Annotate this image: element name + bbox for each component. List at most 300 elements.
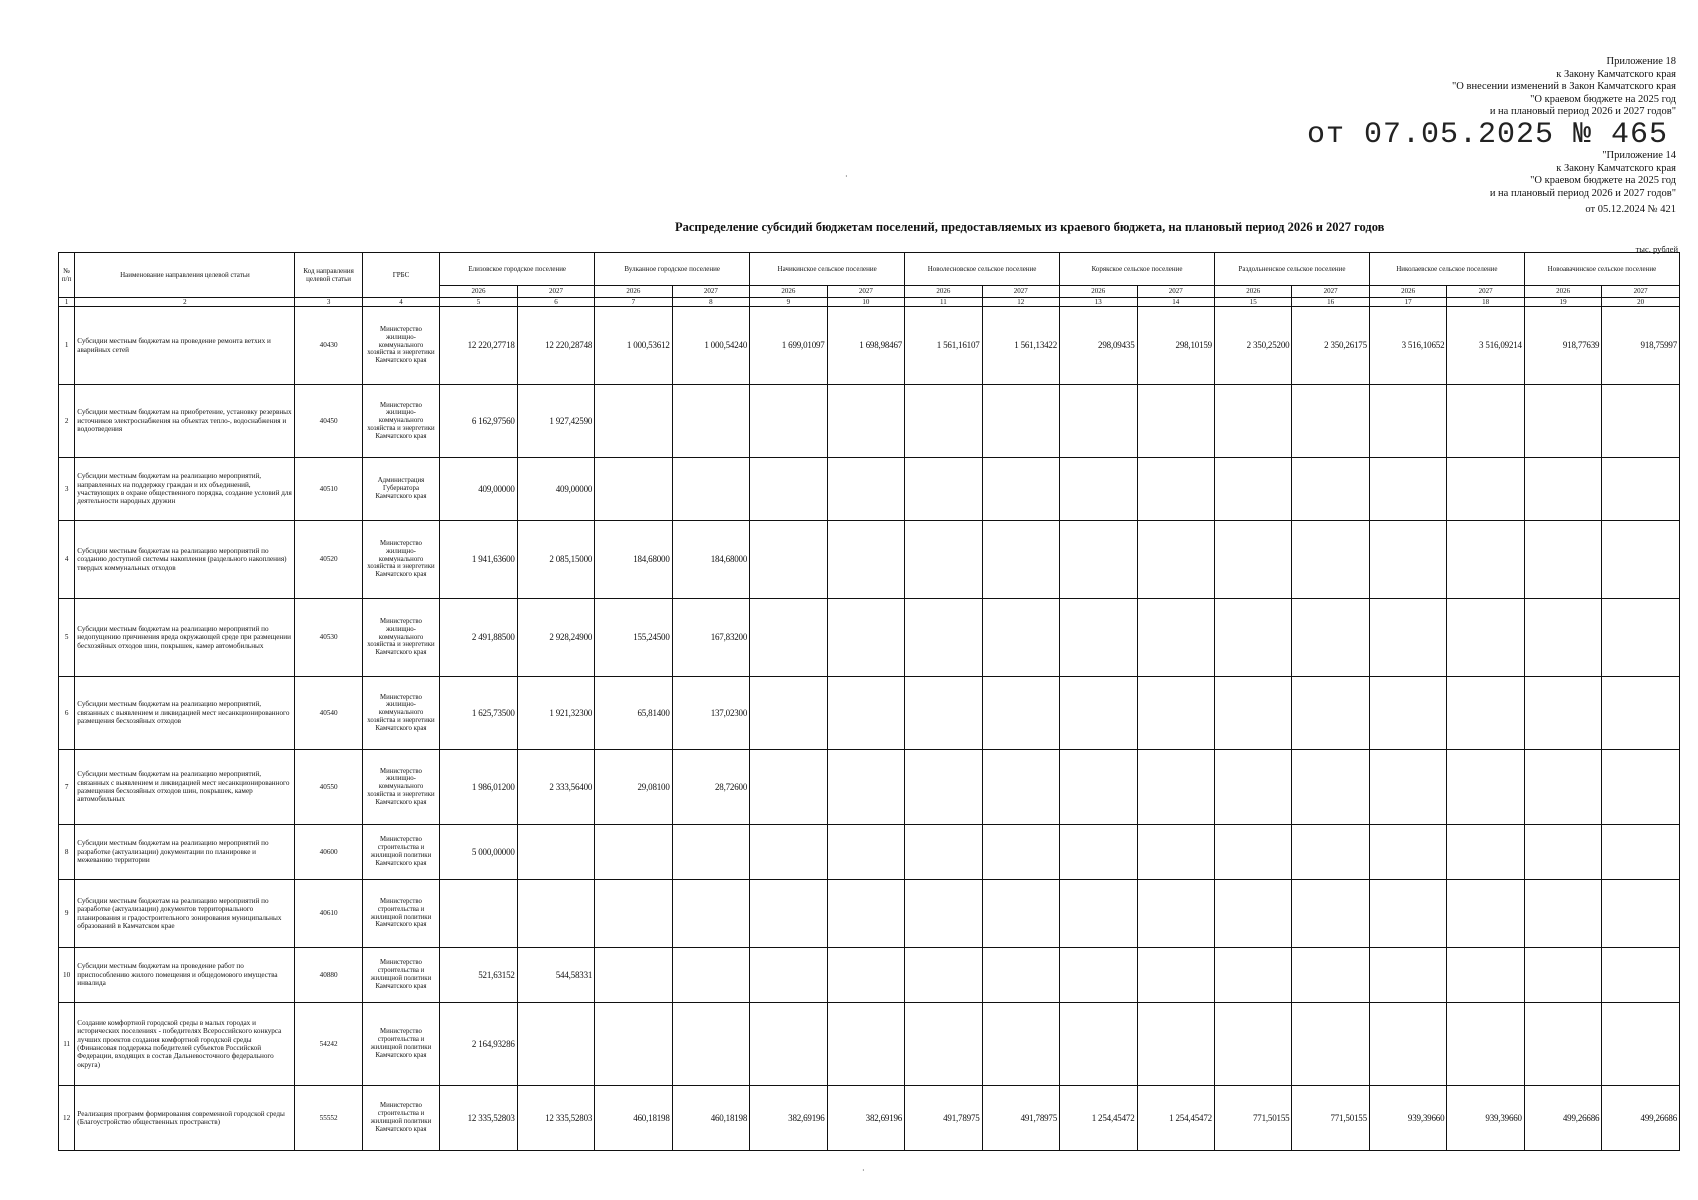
value-cell	[1292, 458, 1369, 521]
value-cell	[1602, 385, 1680, 458]
header-year: 2027	[672, 286, 749, 298]
table-row	[59, 521, 1680, 599]
value-cell	[672, 948, 749, 1003]
row-code: 40450	[295, 385, 362, 458]
row-name: Субсидии местным бюджетам на реализацию мероприятий по разработке (актуализации) документов территориального планирования и градостроительного зонирования муниципальных образований в Камчатском крае	[75, 880, 295, 948]
value-cell	[905, 948, 982, 1003]
value-cell: 6 162,97560	[440, 385, 517, 458]
value-cell: 939,39660	[1447, 1086, 1524, 1151]
header-year: 2027	[982, 286, 1059, 298]
value-cell: 5 000,00000	[440, 825, 517, 880]
header-name: Наименование направления целевой статьи	[75, 253, 295, 298]
value-cell	[905, 825, 982, 880]
appendix-header	[1256, 56, 1676, 119]
value-cell	[1137, 677, 1214, 750]
row-grbs: Министерство строительства и жилищной политики Камчатского края	[362, 1086, 439, 1151]
value-cell	[1292, 599, 1369, 677]
table-row	[59, 880, 1680, 948]
value-cell	[1447, 385, 1524, 458]
value-cell	[750, 385, 827, 458]
header-column-number: 10	[827, 298, 904, 307]
value-cell	[1137, 750, 1214, 825]
value-cell: 382,69196	[827, 1086, 904, 1151]
header-settlement: Новолесновское сельское поселение	[905, 253, 1060, 286]
value-cell	[1137, 458, 1214, 521]
value-cell: 521,63152	[440, 948, 517, 1003]
value-cell: 1 941,63600	[440, 521, 517, 599]
value-cell	[1137, 385, 1214, 458]
value-cell	[1214, 677, 1291, 750]
value-cell: 298,10159	[1137, 307, 1214, 385]
value-cell	[982, 1003, 1059, 1086]
value-cell: 1 698,98467	[827, 307, 904, 385]
value-cell	[982, 948, 1059, 1003]
header-column-number: 9	[750, 298, 827, 307]
value-cell	[1369, 948, 1446, 1003]
previous-appendix-header	[1256, 150, 1676, 217]
value-cell	[1214, 880, 1291, 948]
value-cell	[1369, 677, 1446, 750]
header-year: 2026	[595, 286, 672, 298]
date-number-stamp: от 07.05.2025 № 465	[1306, 118, 1668, 152]
value-cell	[1602, 948, 1680, 1003]
value-cell: 1 561,13422	[982, 307, 1059, 385]
header-year: 2026	[905, 286, 982, 298]
row-code: 55552	[295, 1086, 362, 1151]
value-cell	[982, 880, 1059, 948]
value-cell: 1 986,01200	[440, 750, 517, 825]
subsidy-table	[58, 252, 1680, 1151]
row-name: Субсидии местным бюджетам на реализацию мероприятий, направленных на поддержку граждан и их объединений, участвующих в охране общественного порядка, создание условий для деятельности народных дружин	[75, 458, 295, 521]
appendix-line: "О краевом бюджете на 2025 год	[1530, 93, 1676, 105]
row-grbs: Министерство жилищно-коммунального хозяйства и энергетики Камчатского края	[362, 750, 439, 825]
header-year: 2026	[1060, 286, 1137, 298]
row-grbs: Министерство строительства и жилищной политики Камчатского края	[362, 880, 439, 948]
value-cell	[905, 1003, 982, 1086]
value-cell	[1447, 599, 1524, 677]
row-code: 40540	[295, 677, 362, 750]
row-code: 40550	[295, 750, 362, 825]
value-cell	[1369, 825, 1446, 880]
value-cell: 1 561,16107	[905, 307, 982, 385]
row-name: Создание комфортной городской среды в малых городах и исторических поселениях - победителях Всероссийского конкурса лучших проектов создания комфортной городской среды (Финансовая поддержка победителей субъектов Российской Федерации, входящих в состав Дальневосточного федерального округа)	[75, 1003, 295, 1086]
value-cell: 409,00000	[517, 458, 594, 521]
row-name: Субсидии местным бюджетам на реализацию мероприятий по созданию доступной системы накопления (раздельного накопления) твердых коммунальных отходов	[75, 521, 295, 599]
header-column-number: 2	[75, 298, 295, 307]
value-cell: 137,02300	[672, 677, 749, 750]
value-cell	[1447, 458, 1524, 521]
header-column-number: 5	[440, 298, 517, 307]
value-cell	[1137, 948, 1214, 1003]
value-cell	[1060, 385, 1137, 458]
value-cell	[595, 825, 672, 880]
value-cell	[982, 599, 1059, 677]
value-cell: 544,58331	[517, 948, 594, 1003]
header-year: 2027	[1602, 286, 1680, 298]
value-cell	[1137, 825, 1214, 880]
value-cell: 2 928,24900	[517, 599, 594, 677]
value-cell	[750, 677, 827, 750]
value-cell: 771,50155	[1214, 1086, 1291, 1151]
value-cell	[827, 458, 904, 521]
row-grbs: Администрация Губернатора Камчатского края	[362, 458, 439, 521]
value-cell	[672, 1003, 749, 1086]
value-cell: 499,26686	[1524, 1086, 1601, 1151]
value-cell	[1292, 521, 1369, 599]
value-cell	[1602, 599, 1680, 677]
value-cell	[750, 1003, 827, 1086]
value-cell: 2 491,88500	[440, 599, 517, 677]
value-cell	[750, 880, 827, 948]
header-code: Код направления целевой статьи	[295, 253, 362, 298]
header-settlement: Начикинское сельское поселение	[750, 253, 905, 286]
header-year: 2026	[750, 286, 827, 298]
row-name: Субсидии местным бюджетам на реализацию мероприятий по разработке (актуализации) документации по планировке и межеванию территории	[75, 825, 295, 880]
header-year: 2026	[1524, 286, 1601, 298]
value-cell: 1 625,73500	[440, 677, 517, 750]
value-cell	[517, 880, 594, 948]
value-cell	[1602, 677, 1680, 750]
value-cell	[1447, 1003, 1524, 1086]
header-year: 2026	[440, 286, 517, 298]
value-cell	[982, 458, 1059, 521]
value-cell	[1447, 521, 1524, 599]
value-cell: 1 921,32300	[517, 677, 594, 750]
row-code: 40510	[295, 458, 362, 521]
prev-appendix-line: к Закону Камчатского края	[1556, 162, 1676, 174]
value-cell	[1369, 521, 1446, 599]
value-cell	[1214, 599, 1291, 677]
value-cell: 1 254,45472	[1060, 1086, 1137, 1151]
value-cell	[827, 750, 904, 825]
header-column-number: 4	[362, 298, 439, 307]
value-cell: 12 335,52803	[517, 1086, 594, 1151]
row-number: 3	[59, 458, 75, 521]
scan-dot: ·	[862, 1166, 865, 1175]
value-cell: 460,18198	[595, 1086, 672, 1151]
value-cell	[1060, 521, 1137, 599]
row-code: 40610	[295, 880, 362, 948]
value-cell: 1 699,01097	[750, 307, 827, 385]
value-cell	[1602, 521, 1680, 599]
value-cell	[1447, 750, 1524, 825]
appendix-line: к Закону Камчатского края	[1556, 68, 1676, 80]
prev-appendix-date: от 05.12.2024 № 421	[1585, 204, 1676, 215]
value-cell: 918,75997	[1602, 307, 1680, 385]
value-cell: 1 254,45472	[1137, 1086, 1214, 1151]
header-column-number: 11	[905, 298, 982, 307]
value-cell: 2 350,25200	[1214, 307, 1291, 385]
header-settlement: Раздольненское сельское поселение	[1214, 253, 1369, 286]
value-cell	[1369, 458, 1446, 521]
value-cell: 409,00000	[440, 458, 517, 521]
value-cell	[1137, 880, 1214, 948]
value-cell	[982, 677, 1059, 750]
value-cell	[827, 1003, 904, 1086]
row-number: 8	[59, 825, 75, 880]
row-number: 6	[59, 677, 75, 750]
value-cell	[827, 599, 904, 677]
value-cell: 3 516,09214	[1447, 307, 1524, 385]
value-cell	[1447, 948, 1524, 1003]
value-cell	[827, 677, 904, 750]
row-number: 5	[59, 599, 75, 677]
header-year: 2027	[1292, 286, 1369, 298]
value-cell	[982, 521, 1059, 599]
row-number: 10	[59, 948, 75, 1003]
value-cell: 298,09435	[1060, 307, 1137, 385]
header-column-number: 18	[1447, 298, 1524, 307]
row-number: 4	[59, 521, 75, 599]
appendix-line: и на плановый период 2026 и 2027 годов"	[1489, 106, 1676, 117]
header-year: 2027	[1447, 286, 1524, 298]
row-grbs: Министерство жилищно-коммунального хозяйства и энергетики Камчатского края	[362, 385, 439, 458]
value-cell	[750, 948, 827, 1003]
prev-appendix-line: "О краевом бюджете на 2025 год	[1530, 175, 1676, 186]
row-number: 7	[59, 750, 75, 825]
table-row	[59, 307, 1680, 385]
row-name: Субсидии местным бюджетам на реализацию мероприятий по недопущению причинения вреда окружающей среде при размещении бесхозяйных отходов шин, покрышек, камер автомобильных	[75, 599, 295, 677]
value-cell: 2 085,15000	[517, 521, 594, 599]
row-number: 11	[59, 1003, 75, 1086]
unit-label: тыс. рублей	[1635, 244, 1678, 254]
row-grbs: Министерство строительства и жилищной политики Камчатского края	[362, 948, 439, 1003]
table-body	[59, 307, 1680, 1151]
header-year: 2027	[517, 286, 594, 298]
value-cell	[1292, 750, 1369, 825]
value-cell: 12 220,28748	[517, 307, 594, 385]
value-cell: 918,77639	[1524, 307, 1601, 385]
header-row	[59, 253, 1680, 286]
table-row	[59, 458, 1680, 521]
value-cell	[1292, 825, 1369, 880]
table-row	[59, 1003, 1680, 1086]
value-cell	[595, 458, 672, 521]
value-cell	[905, 599, 982, 677]
value-cell	[440, 880, 517, 948]
value-cell	[1060, 880, 1137, 948]
row-name: Субсидии местным бюджетам на проведение ремонта ветхих и аварийных сетей	[75, 307, 295, 385]
header-settlement: Елизовское городское поселение	[440, 253, 595, 286]
value-cell	[672, 880, 749, 948]
value-cell	[1524, 1003, 1601, 1086]
value-cell	[982, 825, 1059, 880]
header-column-number: 19	[1524, 298, 1601, 307]
row-number: 2	[59, 385, 75, 458]
value-cell	[1060, 750, 1137, 825]
header-settlement: Корякское сельское поселение	[1060, 253, 1215, 286]
value-cell	[1292, 677, 1369, 750]
row-code: 40600	[295, 825, 362, 880]
value-cell	[517, 1003, 594, 1086]
header-year: 2026	[1369, 286, 1446, 298]
value-cell	[1214, 385, 1291, 458]
row-number: 1	[59, 307, 75, 385]
value-cell	[1060, 458, 1137, 521]
value-cell	[1602, 750, 1680, 825]
value-cell: 460,18198	[672, 1086, 749, 1151]
value-cell	[750, 825, 827, 880]
table-row	[59, 1086, 1680, 1151]
value-cell	[750, 521, 827, 599]
row-grbs: Министерство жилищно-коммунального хозяйства и энергетики Камчатского края	[362, 307, 439, 385]
value-cell: 2 164,93286	[440, 1003, 517, 1086]
value-cell	[1292, 385, 1369, 458]
prev-appendix-line: "Приложение 14	[1602, 150, 1676, 161]
row-name: Субсидии местным бюджетам на реализацию мероприятий, связанных с выявлением и ликвидацией мест несанкционированного размещения бесхозяйных отходов шин, покрышек, камер автомобильных	[75, 750, 295, 825]
value-cell	[1369, 1003, 1446, 1086]
document-title: Распределение субсидий бюджетам поселений, предоставляемых из краевого бюджета, на плановый период 2026 и 2027 годов	[675, 220, 1385, 234]
value-cell	[1060, 677, 1137, 750]
value-cell: 1 000,53612	[595, 307, 672, 385]
value-cell	[1214, 521, 1291, 599]
value-cell	[1524, 521, 1601, 599]
row-name: Субсидии местным бюджетам на реализацию мероприятий, связанных с выявлением и ликвидацией мест несанкционированного размещения бесхозяйных отходов	[75, 677, 295, 750]
table-row	[59, 948, 1680, 1003]
header-column-number: 14	[1137, 298, 1214, 307]
value-cell	[1214, 825, 1291, 880]
value-cell	[1060, 825, 1137, 880]
row-code: 40520	[295, 521, 362, 599]
value-cell	[517, 825, 594, 880]
value-cell	[905, 880, 982, 948]
value-cell	[905, 677, 982, 750]
value-cell	[1524, 677, 1601, 750]
value-cell	[1524, 948, 1601, 1003]
value-cell	[827, 948, 904, 1003]
value-cell	[672, 825, 749, 880]
header-year: 2026	[1214, 286, 1291, 298]
header-settlement: Николаевское сельское поселение	[1369, 253, 1524, 286]
value-cell: 1 927,42590	[517, 385, 594, 458]
row-grbs: Министерство жилищно-коммунального хозяйства и энергетики Камчатского края	[362, 677, 439, 750]
value-cell: 184,68000	[595, 521, 672, 599]
table-row	[59, 750, 1680, 825]
row-number: 9	[59, 880, 75, 948]
value-cell	[1369, 599, 1446, 677]
value-cell	[827, 385, 904, 458]
value-cell	[672, 385, 749, 458]
value-cell: 12 220,27718	[440, 307, 517, 385]
header-year: 2027	[1137, 286, 1214, 298]
value-cell	[827, 521, 904, 599]
row-number: 12	[59, 1086, 75, 1151]
header-column-number: 16	[1292, 298, 1369, 307]
value-cell	[1602, 1003, 1680, 1086]
value-cell	[750, 750, 827, 825]
value-cell	[905, 458, 982, 521]
value-cell: 2 350,26175	[1292, 307, 1369, 385]
header-column-number: 8	[672, 298, 749, 307]
value-cell: 2 333,56400	[517, 750, 594, 825]
scan-dot: ·	[845, 172, 848, 181]
header-column-number: 13	[1060, 298, 1137, 307]
value-cell	[672, 458, 749, 521]
value-cell	[827, 825, 904, 880]
table-row	[59, 825, 1680, 880]
header-column-number: 12	[982, 298, 1059, 307]
value-cell	[1369, 750, 1446, 825]
value-cell	[1524, 599, 1601, 677]
value-cell	[595, 385, 672, 458]
value-cell	[750, 599, 827, 677]
value-cell	[982, 385, 1059, 458]
value-cell	[1369, 385, 1446, 458]
value-cell	[1524, 825, 1601, 880]
value-cell	[1214, 458, 1291, 521]
header-column-number: 6	[517, 298, 594, 307]
row-code: 40880	[295, 948, 362, 1003]
value-cell	[905, 750, 982, 825]
row-grbs: Министерство строительства и жилищной политики Камчатского края	[362, 1003, 439, 1086]
value-cell	[1447, 825, 1524, 880]
value-cell	[1524, 458, 1601, 521]
value-cell: 491,78975	[982, 1086, 1059, 1151]
value-cell: 12 335,52803	[440, 1086, 517, 1151]
table-row	[59, 385, 1680, 458]
value-cell	[1602, 458, 1680, 521]
value-cell	[1060, 948, 1137, 1003]
value-cell	[827, 880, 904, 948]
value-cell	[1524, 880, 1601, 948]
header-num: № п/п	[59, 253, 75, 298]
value-cell: 3 516,10652	[1369, 307, 1446, 385]
header-column-number: 17	[1369, 298, 1446, 307]
header-column-number: 7	[595, 298, 672, 307]
value-cell	[1369, 880, 1446, 948]
header-column-number: 3	[295, 298, 362, 307]
value-cell	[1602, 825, 1680, 880]
value-cell	[1137, 1003, 1214, 1086]
value-cell	[1524, 385, 1601, 458]
table-row	[59, 677, 1680, 750]
value-cell: 167,83200	[672, 599, 749, 677]
value-cell	[905, 385, 982, 458]
row-code: 40530	[295, 599, 362, 677]
header-column-number: 20	[1602, 298, 1680, 307]
value-cell: 491,78975	[905, 1086, 982, 1151]
prev-appendix-line: и на плановый период 2026 и 2027 годов"	[1489, 187, 1676, 199]
table-row	[59, 599, 1680, 677]
value-cell	[905, 521, 982, 599]
row-grbs: Министерство жилищно-коммунального хозяйства и энергетики Камчатского края	[362, 521, 439, 599]
value-cell	[1447, 880, 1524, 948]
value-cell	[1292, 948, 1369, 1003]
value-cell: 771,50155	[1292, 1086, 1369, 1151]
value-cell	[1602, 880, 1680, 948]
row-code: 40430	[295, 307, 362, 385]
value-cell	[1060, 599, 1137, 677]
value-cell	[1137, 599, 1214, 677]
value-cell: 499,26686	[1602, 1086, 1680, 1151]
value-cell	[750, 458, 827, 521]
row-grbs: Министерство жилищно-коммунального хозяйства и энергетики Камчатского края	[362, 599, 439, 677]
value-cell	[1214, 948, 1291, 1003]
row-name: Реализация программ формирования современной городской среды (Благоустройство общественных пространств)	[75, 1086, 295, 1151]
appendix-line: Приложение 18	[1606, 56, 1676, 67]
header-year: 2027	[827, 286, 904, 298]
value-cell	[1214, 750, 1291, 825]
appendix-line: "О внесении изменений в Закон Камчатского края	[1452, 81, 1676, 92]
value-cell	[1060, 1003, 1137, 1086]
value-cell	[595, 880, 672, 948]
value-cell: 155,24500	[595, 599, 672, 677]
value-cell: 939,39660	[1369, 1086, 1446, 1151]
value-cell: 184,68000	[672, 521, 749, 599]
value-cell: 29,08100	[595, 750, 672, 825]
value-cell: 65,81400	[595, 677, 672, 750]
header-grbs: ГРБС	[362, 253, 439, 298]
